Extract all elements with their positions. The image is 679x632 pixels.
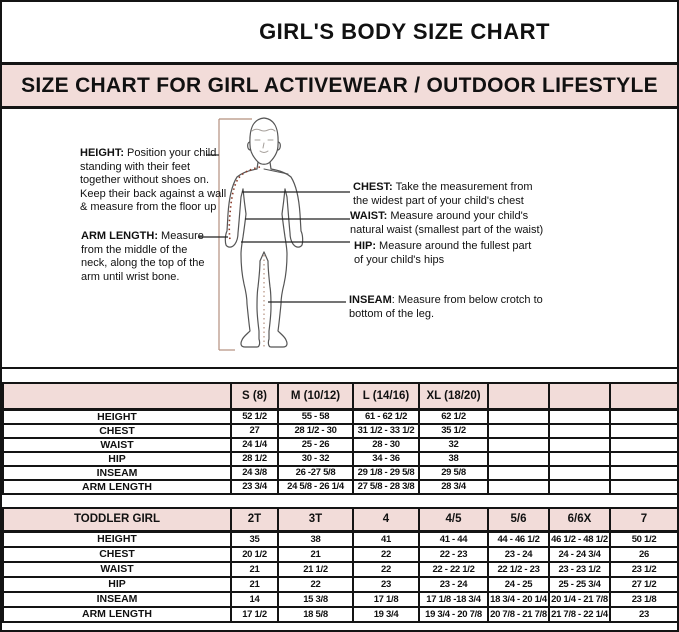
inseam-instruction-label: INSEAM — [349, 294, 392, 306]
size-column-header — [488, 383, 549, 409]
size-value-cell: 21 — [278, 547, 353, 562]
size-value-cell: 35 — [231, 532, 278, 547]
size-column-header: 2T — [231, 508, 278, 532]
size-value-cell: 52 1/2 — [231, 409, 278, 424]
row-label: HEIGHT — [3, 409, 231, 424]
size-value-cell: 29 5/8 — [419, 466, 488, 480]
banner — [2, 65, 677, 109]
banner-title: SIZE CHART FOR GIRL ACTIVEWEAR / OUTDOOR LIFESTYLE — [21, 73, 658, 97]
inseam-instruction — [349, 294, 574, 321]
size-value-cell: 41 - 44 — [419, 532, 488, 547]
table-row — [3, 466, 678, 480]
size-column-header: TODDLER GIRL — [3, 508, 231, 532]
size-value-cell: 23 - 24 — [488, 547, 549, 562]
table-row — [3, 562, 678, 577]
size-value-cell: 19 3/4 — [353, 607, 419, 622]
size-value-cell — [488, 438, 549, 452]
size-value-cell: 25 - 26 — [278, 438, 353, 452]
size-value-cell: 23 - 24 — [419, 577, 488, 592]
size-column-header: M (10/12) — [278, 383, 353, 409]
row-label: CHEST — [3, 424, 231, 438]
table-row — [3, 532, 678, 547]
row-label: WAIST — [3, 438, 231, 452]
size-value-cell — [610, 424, 678, 438]
size-value-cell: 25 - 25 3/4 — [549, 577, 610, 592]
size-value-cell: 20 7/8 - 21 7/8 — [488, 607, 549, 622]
size-value-cell: 23 1/2 — [610, 562, 678, 577]
size-value-cell: 27 1/2 — [610, 577, 678, 592]
size-value-cell: 23 — [353, 577, 419, 592]
size-value-cell: 46 1/2 - 48 1/2 — [549, 532, 610, 547]
size-value-cell: 24 1/4 — [231, 438, 278, 452]
size-column-header: 7 — [610, 508, 678, 532]
table-row — [3, 577, 678, 592]
arm-length-instruction-label: ARM LENGTH: — [81, 230, 158, 242]
size-column-header: 6/6X — [549, 508, 610, 532]
size-value-cell: 28 3/4 — [419, 480, 488, 494]
size-column-header: XL (18/20) — [419, 383, 488, 409]
table-row — [3, 438, 678, 452]
size-value-cell: 38 — [278, 532, 353, 547]
chest-instruction-label: CHEST: — [353, 181, 393, 193]
size-value-cell: 22 - 22 1/2 — [419, 562, 488, 577]
size-value-cell — [549, 409, 610, 424]
size-value-cell: 55 - 58 — [278, 409, 353, 424]
table-row — [3, 452, 678, 466]
size-column-header: 3T — [278, 508, 353, 532]
row-label: HIP — [3, 452, 231, 466]
size-value-cell: 19 3/4 - 20 7/8 — [419, 607, 488, 622]
table-row — [3, 409, 678, 424]
size-value-cell: 23 — [610, 607, 678, 622]
size-value-cell: 17 1/8 — [353, 592, 419, 607]
waist-instruction-text: Measure around your child's natural waist (smallest part of the waist) — [350, 210, 544, 236]
table-row — [3, 480, 678, 494]
row-label: ARM LENGTH — [3, 480, 231, 494]
size-column-header — [549, 383, 610, 409]
size-value-cell: 22 — [353, 562, 419, 577]
height-instruction-label: HEIGHT: — [80, 147, 124, 159]
waist-instruction-label: WAIST: — [350, 210, 388, 222]
size-value-cell: 17 1/2 — [231, 607, 278, 622]
size-value-cell — [488, 424, 549, 438]
size-value-cell: 22 - 23 — [419, 547, 488, 562]
row-label: HIP — [3, 577, 231, 592]
size-value-cell — [610, 409, 678, 424]
size-value-cell: 44 - 46 1/2 — [488, 532, 549, 547]
size-value-cell: 50 1/2 — [610, 532, 678, 547]
size-value-cell: 41 — [353, 532, 419, 547]
size-value-cell — [610, 438, 678, 452]
height-instruction — [80, 147, 230, 215]
size-value-cell: 20 1/2 — [231, 547, 278, 562]
size-value-cell — [488, 466, 549, 480]
size-value-cell: 23 1/8 — [610, 592, 678, 607]
size-value-cell: 38 — [419, 452, 488, 466]
size-value-cell: 21 — [231, 577, 278, 592]
size-value-cell — [549, 466, 610, 480]
chest-instruction-text: Take the measurement from the widest part of your child's chest — [353, 181, 533, 207]
size-value-cell: 30 - 32 — [278, 452, 353, 466]
row-label: HEIGHT — [3, 532, 231, 547]
title-bar — [2, 2, 677, 65]
size-value-cell — [549, 452, 610, 466]
size-value-cell: 27 — [231, 424, 278, 438]
size-value-cell: 15 3/8 — [278, 592, 353, 607]
size-value-cell: 29 1/8 - 29 5/8 — [353, 466, 419, 480]
size-value-cell: 22 1/2 - 23 — [488, 562, 549, 577]
size-value-cell: 61 - 62 1/2 — [353, 409, 419, 424]
size-value-cell: 24 5/8 - 26 1/4 — [278, 480, 353, 494]
girl-size-table-header-row — [3, 383, 678, 409]
size-value-cell: 23 3/4 — [231, 480, 278, 494]
table-row — [3, 547, 678, 562]
size-value-cell: 26 — [610, 547, 678, 562]
toddler-size-table — [2, 507, 679, 623]
size-value-cell — [610, 452, 678, 466]
size-value-cell: 23 - 23 1/2 — [549, 562, 610, 577]
row-label: CHEST — [3, 547, 231, 562]
size-value-cell: 22 — [353, 547, 419, 562]
size-value-cell: 32 — [419, 438, 488, 452]
size-column-header: 4 — [353, 508, 419, 532]
size-value-cell — [488, 409, 549, 424]
size-column-header — [610, 383, 678, 409]
size-column-header: L (14/16) — [353, 383, 419, 409]
section-divider — [2, 367, 677, 369]
page-title: GIRL'S BODY SIZE CHART — [259, 19, 550, 44]
size-column-header: 4/5 — [419, 508, 488, 532]
size-value-cell: 24 3/8 — [231, 466, 278, 480]
size-value-cell: 21 — [231, 562, 278, 577]
size-value-cell: 21 7/8 - 22 1/4 — [549, 607, 610, 622]
size-value-cell: 22 — [278, 577, 353, 592]
girl-size-table — [2, 382, 679, 495]
table-row — [3, 424, 678, 438]
size-value-cell: 62 1/2 — [419, 409, 488, 424]
hip-instruction — [354, 240, 559, 267]
height-instruction-text: Position your child standing with their feet together without shoes on. Keep their back against a wall & measure from the floor up — [80, 147, 227, 213]
size-value-cell: 18 5/8 — [278, 607, 353, 622]
size-value-cell: 28 1/2 - 30 — [278, 424, 353, 438]
size-value-cell: 20 1/4 - 21 7/8 — [549, 592, 610, 607]
size-value-cell: 24 - 24 3/4 — [549, 547, 610, 562]
measurement-diagram — [2, 109, 677, 367]
size-value-cell: 27 5/8 - 28 3/8 — [353, 480, 419, 494]
size-column-header — [3, 383, 231, 409]
arm-length-instruction — [81, 230, 231, 284]
size-value-cell: 35 1/2 — [419, 424, 488, 438]
size-value-cell — [610, 466, 678, 480]
size-value-cell — [610, 480, 678, 494]
size-value-cell: 31 1/2 - 33 1/2 — [353, 424, 419, 438]
size-value-cell: 26 -27 5/8 — [278, 466, 353, 480]
table-row — [3, 607, 678, 622]
size-value-cell — [549, 424, 610, 438]
size-value-cell: 34 - 36 — [353, 452, 419, 466]
size-column-header: 5/6 — [488, 508, 549, 532]
size-value-cell — [488, 480, 549, 494]
row-label: INSEAM — [3, 466, 231, 480]
size-value-cell: 21 1/2 — [278, 562, 353, 577]
size-value-cell: 18 3/4 - 20 1/4 — [488, 592, 549, 607]
toddler-size-table-header-row — [3, 508, 678, 532]
size-value-cell — [549, 438, 610, 452]
size-value-cell: 17 1/8 -18 3/4 — [419, 592, 488, 607]
hip-instruction-text: Measure around the fullest part of your child's hips — [354, 240, 532, 266]
hip-instruction-label: HIP: — [354, 240, 376, 252]
row-label: WAIST — [3, 562, 231, 577]
size-value-cell: 24 - 25 — [488, 577, 549, 592]
inseam-instruction-text: : Measure from below crotch to bottom of the leg. — [349, 294, 543, 320]
size-value-cell — [488, 452, 549, 466]
chest-instruction — [353, 181, 568, 208]
face-details — [252, 129, 275, 152]
row-label: ARM LENGTH — [3, 607, 231, 622]
size-value-cell — [549, 480, 610, 494]
size-value-cell: 14 — [231, 592, 278, 607]
size-column-header: S (8) — [231, 383, 278, 409]
row-label: INSEAM — [3, 592, 231, 607]
size-value-cell: 28 - 30 — [353, 438, 419, 452]
table-row — [3, 592, 678, 607]
waist-instruction — [350, 210, 575, 237]
arm-length-instruction-text: Measure from the middle of the neck, along the top of the arm until wrist bone. — [81, 230, 205, 283]
size-value-cell: 28 1/2 — [231, 452, 278, 466]
